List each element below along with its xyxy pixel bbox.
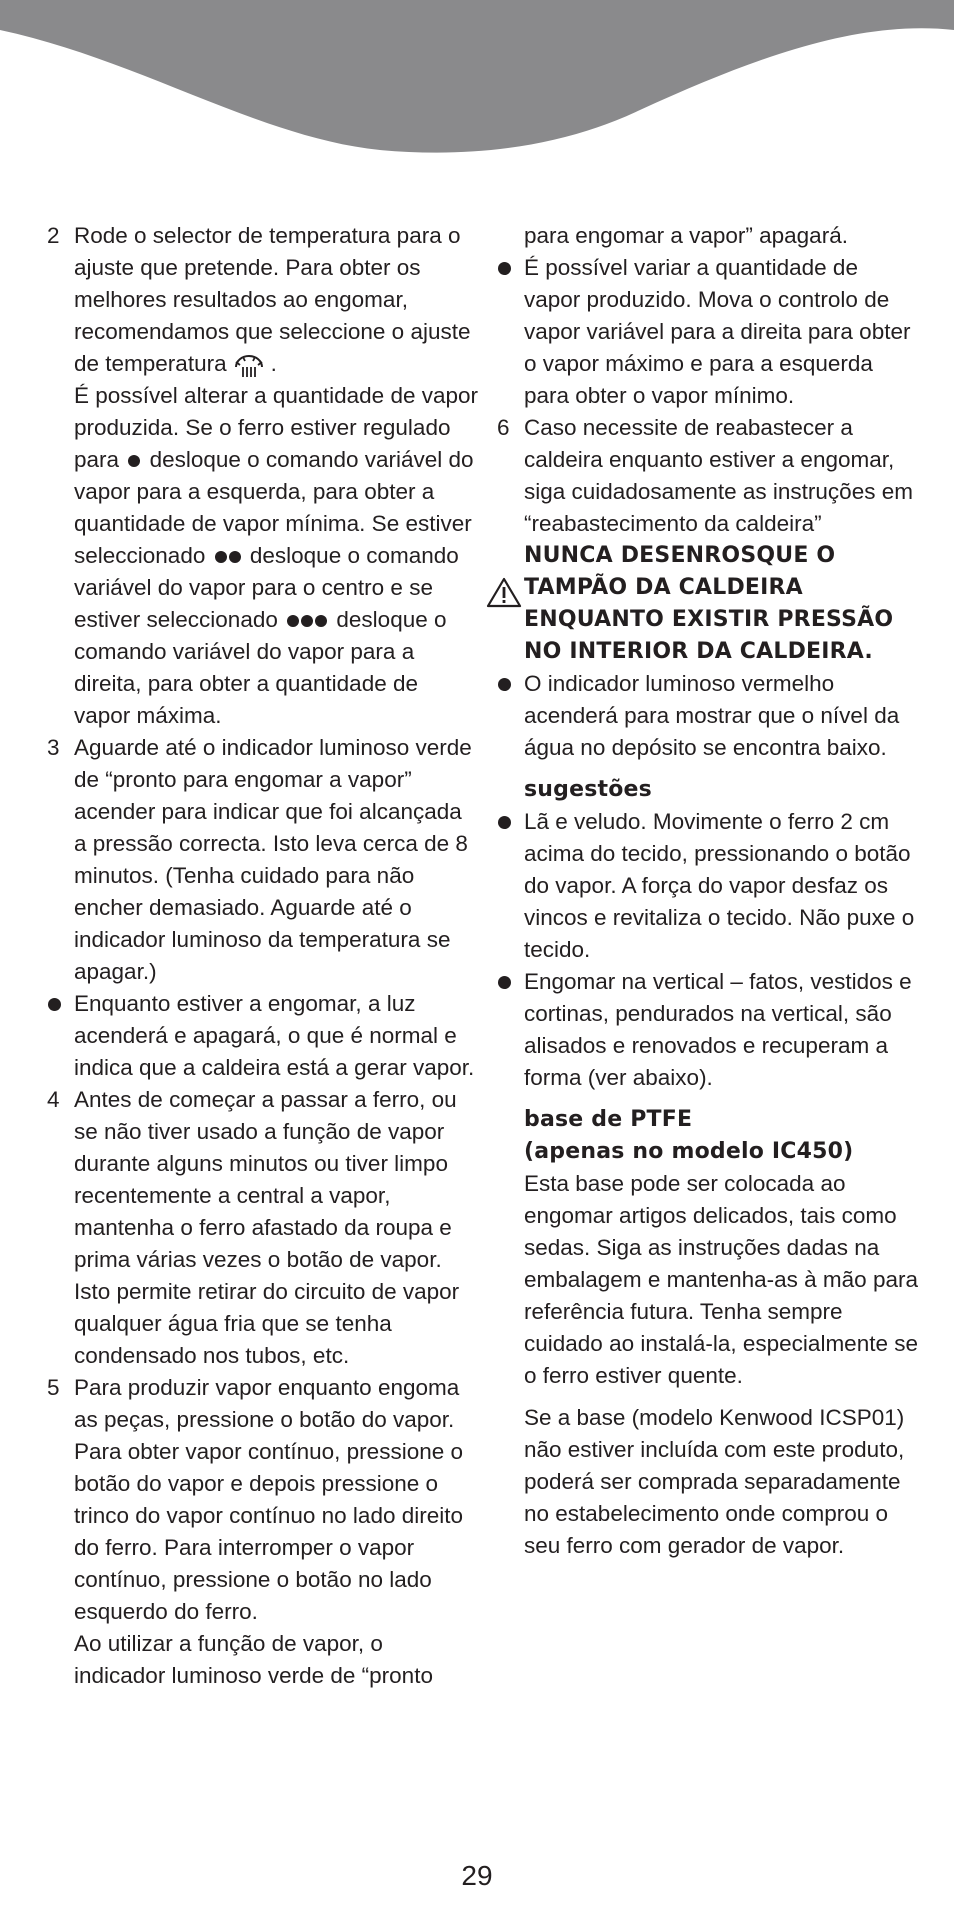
bullet-text: Lã e veludo. Movimente o ferro 2 cm acima do tecido, pressionando o botão do vapor. A força do vapor desfaz os vincos e revitaliza o tecido. Não puxe o tecido. — [524, 809, 915, 962]
steam-setting-icon — [231, 351, 267, 379]
three-dots-icon — [286, 604, 328, 636]
warning-block — [490, 540, 920, 668]
bullet-icon — [498, 678, 511, 691]
bullet-text: O indicador luminoso vermelho acenderá para mostrar que o nível da água no depósito se encontra baixo. — [524, 671, 900, 760]
page-number: 29 — [461, 1860, 493, 1891]
step-2-steam-text: É possível alterar a quantidade de vapor produzida. Se o ferro estiver regulado para desloque o comando variável do vapor para a esquerda, para obter a quantidade de vapor mínima. Se estiver seleccionado desloque o comando variável do vapor para o centro e se estiver seleccionado desloque o comando variável do vapor para a direita, para obter a quantidade de vapor máxima. — [74, 383, 479, 728]
bullet-item — [40, 988, 480, 1084]
continuation-text: para engomar a vapor” apagará. — [524, 223, 848, 248]
step-4 — [40, 1084, 480, 1372]
ptfe-heading: base de PTFE — [524, 1107, 693, 1132]
bullet-icon — [498, 816, 511, 829]
step-number: 2 — [47, 223, 60, 248]
warning-triangle-icon — [486, 576, 522, 608]
ptfe-subheading: (apenas no modelo IC450) — [524, 1139, 854, 1164]
bullet-text: Enquanto estiver a engomar, a luz acenderá e apagará, o que é normal e indica que a caldeira está a gerar vapor. — [74, 991, 475, 1080]
step-2-text: Rode o selector de temperatura para o ajuste que pretende. Para obter os melhores resultados ao engomar, recomendamos que seleccione o ajuste de temperatura . — [74, 220, 480, 380]
bullet-text: É possível variar a quantidade de vapor produzido. Mova o controlo de vapor variável para a direita para obter o vapor máximo e para a esquerda para obter o vapor mínimo. — [524, 255, 911, 408]
bullet-item — [490, 806, 920, 966]
step-5-text: Para produzir vapor enquanto engoma as peças, pressione o botão do vapor. Para obter vapor contínuo, pressione o botão do vapor e depois pressione o trinco do vapor contínuo no lado direito do ferro. Para interromper o vapor contínuo, pressione o botão no lado esquerdo do ferro. — [74, 1375, 464, 1624]
step-6 — [490, 412, 920, 540]
step-number: 4 — [47, 1087, 60, 1112]
step-3-text: Aguarde até o indicador luminoso verde de “pronto para engomar a vapor” acender para indicar que foi alcançada a pressão correcta. Isto leva cerca de 8 minutos. (Tenha cuidado para não encher demasiado. Aguarde até o indicador luminoso da temperatura se apagar.) — [74, 735, 472, 984]
step-2 — [40, 220, 480, 732]
ptfe-paragraph-1: Esta base pode ser colocada ao engomar artigos delicados, tais como sedas. Siga as instruções dadas na embalagem e mantenha-as à mão para referência futura. Tenha sempre cuidado ao instalá-la, especialmente se o ferro estiver quente. — [524, 1171, 918, 1388]
step-number: 6 — [497, 415, 510, 440]
bullet-item — [490, 252, 920, 412]
step-6-text: Caso necessite de reabastecer a caldeira enquanto estiver a engomar, siga cuidadosamente as instruções em “reabastecimento da caldeira” — [524, 415, 913, 536]
step-4-text: Antes de começar a passar a ferro, ou se não tiver usado a função de vapor durante alguns minutos ou tiver limpo recentemente a central a vapor, mantenha o ferro afastado da roupa e prima várias vezes o botão de vapor. Isto permite retirar do circuito de vapor qualquer água fria que se tenha condensado nos tubos, etc. — [74, 1087, 460, 1368]
right-column — [490, 220, 920, 1562]
sugestoes-heading: sugestões — [524, 777, 652, 802]
header-wave — [0, 0, 954, 160]
one-dot-icon — [127, 444, 141, 476]
bullet-icon — [498, 262, 511, 275]
warning-text: NUNCA DESENROSQUE O TAMPÃO DA CALDEIRA ENQUANTO EXISTIR PRESSÃO NO INTERIOR DA CALDEIRA. — [524, 543, 894, 664]
step-5 — [40, 1372, 480, 1692]
bullet-text: Engomar na vertical – fatos, vestidos e cortinas, pendurados na vertical, são alisados e renovados e recuperam a forma (ver abaixo). — [524, 969, 912, 1090]
step-3 — [40, 732, 480, 988]
left-column — [40, 220, 480, 1692]
step-number: 3 — [47, 735, 60, 760]
two-dots-icon — [214, 540, 242, 572]
bullet-item — [490, 668, 920, 764]
bullet-icon — [48, 998, 61, 1011]
bullet-item — [490, 966, 920, 1094]
bullet-icon — [498, 976, 511, 989]
step-5-text-2: Ao utilizar a função de vapor, o indicador luminoso verde de “pronto — [74, 1631, 433, 1688]
ptfe-paragraph-2: Se a base (modelo Kenwood ICSP01) não estiver incluída com este produto, poderá ser comprada separadamente no estabelecimento onde comprou o seu ferro com gerador de vapor. — [524, 1405, 905, 1558]
step-number: 5 — [47, 1375, 60, 1400]
